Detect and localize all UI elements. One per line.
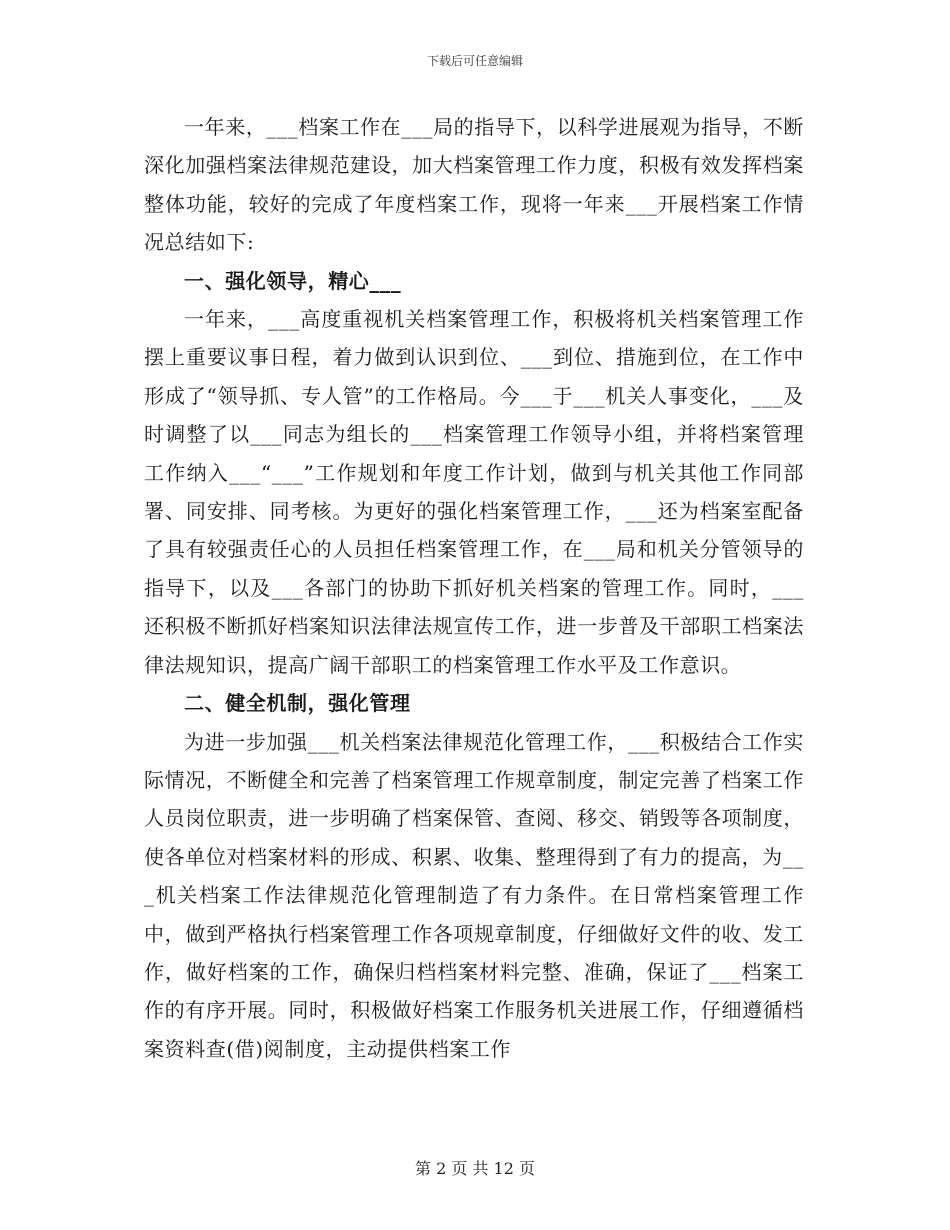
section-1-paragraph: 一年来，___高度重视机关档案管理工作，积极将机关档案管理工作摆上重要议事日程，着力做到认识到位、___到位、措施到位，在工作中形成了“领导抓、专人管”的工作格局。今___于___机关人事变化，___及时调整了以___同志为组长的___档案管理工作领导小组，并将档案管理工作纳入___“___”工作规划和年度工作计划，做到与机关其他工作同部署、同安排、同考核。为更好的强化档案管理工作，___还为档案室配备了具有较强责任心的人员担任档案管理工作，在___局和机关分管领导的指导下，以及___各部门的协助下抓好机关档案的管理工作。同时，___还积极不断抓好档案知识法律法规宣传工作，进一步普及干部职工档案法律法规知识，提高广阔干部职工的档案管理工作水平及工作意识。 xyxy=(144,307,804,677)
intro-paragraph: 一年来，___档案工作在___局的指导下，以科学进展观为指导，不断深化加强档案法律规范建设，加大档案管理工作力度，积极有效发挥档案整体功能，较好的完成了年度档案工作，现将一年来___开展档案工作情况总结如下: xyxy=(144,115,804,255)
page-header: 下载后可任意编辑 xyxy=(426,54,523,68)
section-heading-2: 二、健全机制，强化管理 xyxy=(184,691,411,716)
page-number: 第 2 页 共 12 页 xyxy=(415,1159,535,1178)
section-heading-1: 一、强化领导，精心___ xyxy=(184,268,402,293)
document-body xyxy=(144,108,804,1068)
section-2-paragraph: 为进一步加强___机关档案法律规范化管理工作，___积极结合工作实际情况，不断健全和完善了档案管理工作规章制度，制定完善了档案工作人员岗位职责，进一步明确了档案保管、查阅、移交、销毁等各项制度，使各单位对档案材料的形成、积累、收集、整理得到了有力的提高，为___机关档案工作法律规范化管理制造了有力条件。在日常档案管理工作中，做到严格执行档案管理工作各项规章制度，仔细做好文件的收、发工作，做好档案的工作，确保归档档案材料完整、准确，保证了___档案工作的有序开展。同时，积极做好档案工作服务机关进展工作，仔细遵循档案资料查(借)阅制度，主动提供档案工作 xyxy=(144,729,804,1061)
